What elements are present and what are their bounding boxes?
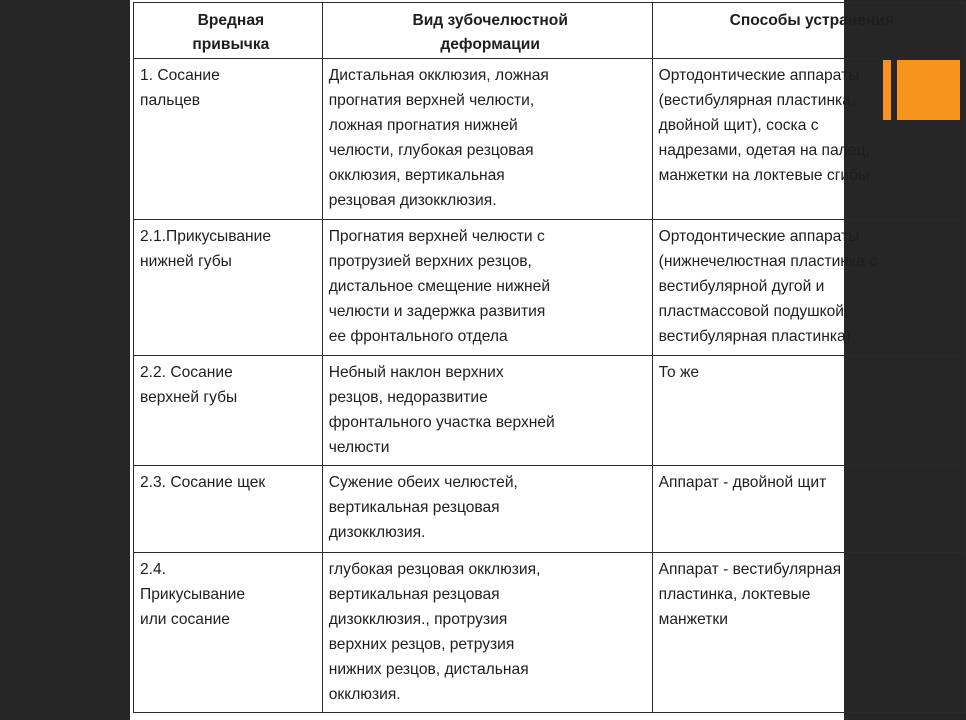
deformation-cell: Дистальная окклюзия, ложная прогнатия верхней челюсти, ложная прогнатия нижней челюсти, глубокая резцовая окклюзия, вертикальная резцовая дизокклюзия. [322, 59, 652, 220]
table-row [134, 59, 966, 220]
table-sheet [130, 0, 895, 720]
header-deformation: Вид зубочелюстной деформации [322, 3, 652, 59]
table-row [134, 220, 966, 356]
table-row [134, 356, 966, 466]
remedy-cell: То же [652, 356, 965, 466]
deformation-cell: Сужение обеих челюстей, вертикальная резцовая дизокклюзия. [322, 466, 652, 553]
deformation-cell: Небный наклон верхних резцов, недоразвитие фронтального участка верхней челюсти [322, 356, 652, 466]
header-habit: Вредная привычка [134, 3, 323, 59]
deformation-cell: глубокая резцовая окклюзия, вертикальная резцовая дизокклюзия., протрузия верхних резцов, ретрузия нижних резцов, дистальная окклюзия. [322, 553, 652, 713]
table-row [134, 466, 966, 553]
habits-table [133, 2, 966, 713]
habit-cell: 2.2. Сосание верхней губы [134, 356, 323, 466]
remedy-cell: Ортодонтические аппараты (вестибулярная пластинка, двойной щит), соска с надрезами, одетая на палец, манжетки на локтевые сгибы [652, 59, 965, 220]
habit-cell: 1. Сосание пальцев [134, 59, 323, 220]
habit-cell: 2.4. Прикусывание или сосание [134, 553, 323, 713]
remedy-cell: Ортодонтические аппараты (нижнечелюстная пластинка с вестибулярной дугой и пластмассовой подушкой, вестибулярная пластинка) [652, 220, 965, 356]
remedy-cell: Аппарат - двойной щит [652, 466, 965, 553]
habit-cell: 2.1.Прикусывание нижней губы [134, 220, 323, 356]
habit-cell: 2.3. Сосание щек [134, 466, 323, 553]
deformation-cell: Прогнатия верхней челюсти с протрузией верхних резцов, дистальное смещение нижней челюсти и задержка развития ее фронтального отдела [322, 220, 652, 356]
header-row [134, 3, 966, 59]
remedy-cell: Аппарат - вестибулярная пластинка, локтевые манжетки [652, 553, 965, 713]
header-remedy: Способы устранения [652, 3, 965, 59]
table-row [134, 553, 966, 713]
